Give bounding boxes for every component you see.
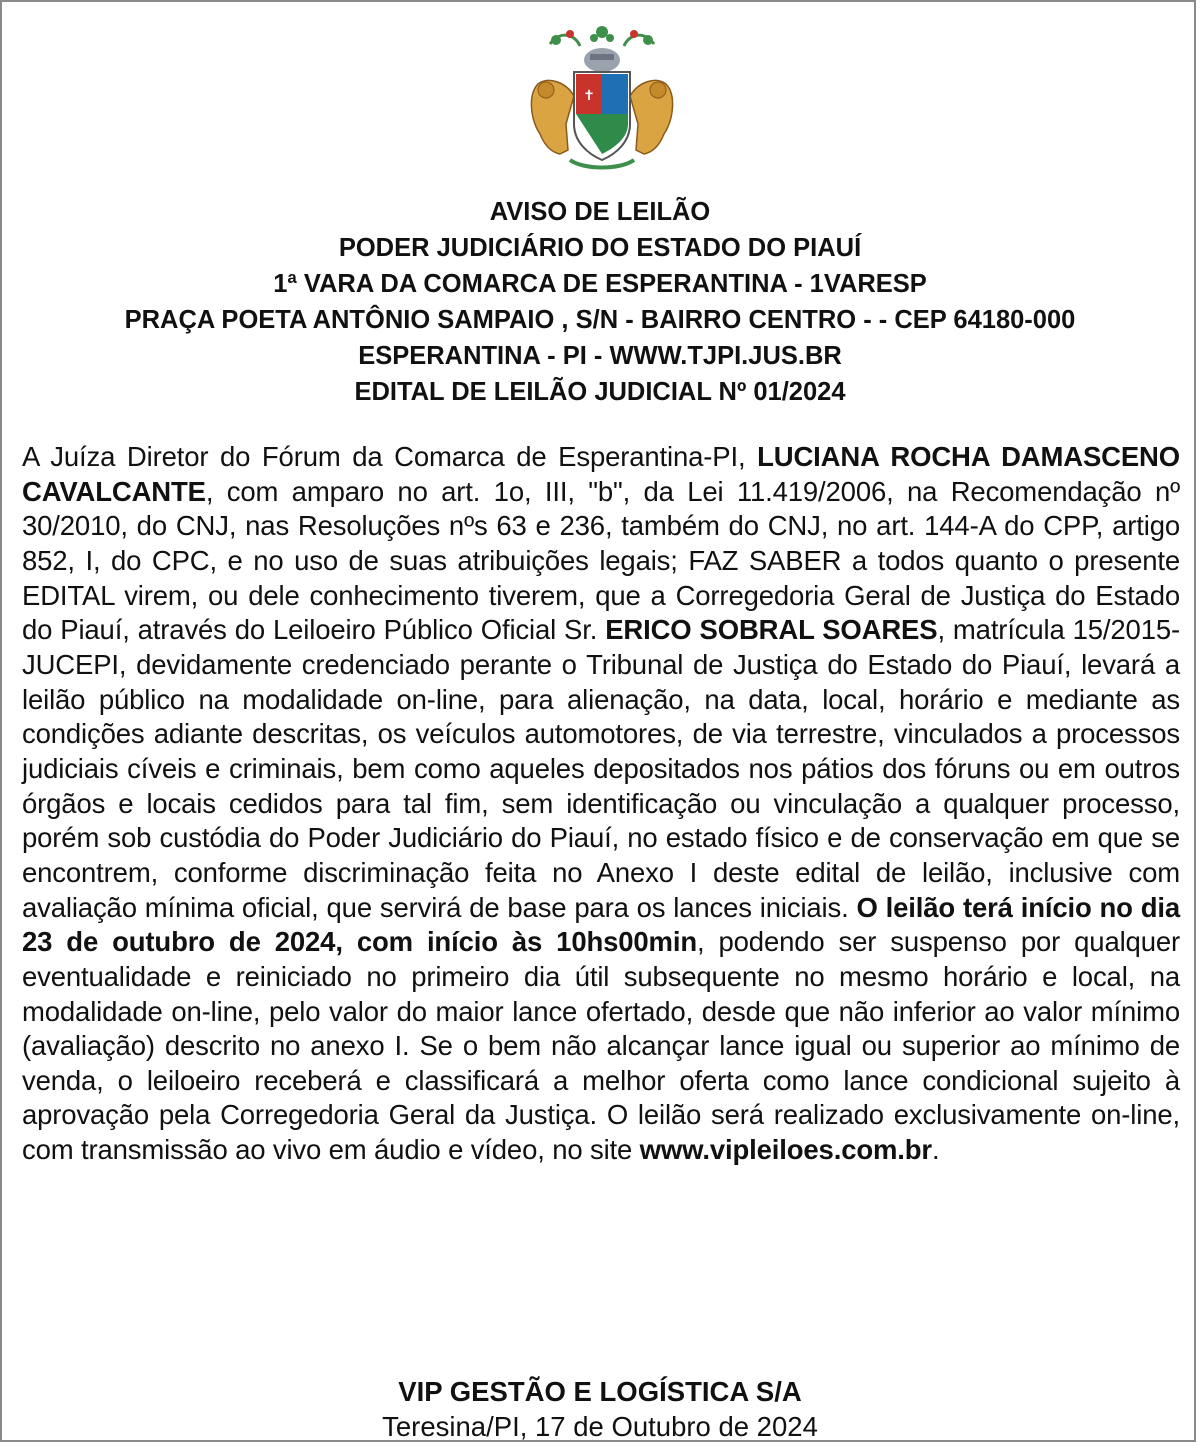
body-segment: , matrícula 15/2015-JUCEPI, devidamente credenciado perante o Tribunal de Justiça do Estado do Piauí, levará a leilão público na modalidade on-line, para alienação, na data, local, horário e mediante as condições adiante descritas, os veículos automotores, de via terrestre, vinculados a processos judiciais cíveis e criminais, bem como aqueles depositados nos pátios dos fóruns ou em outros órgãos e locais cedidos para tal fim, sem identificação ou vinculação a qualquer processo, porém sob custódia do Poder Judiciário do Piauí, no estado físico e de conservação em que se encontrem, conforme discriminação feita no Anexo I deste edital de leilão, inclusive com avaliação mínima oficial, que servirá de base para os lances iniciais. bbox=[22, 614, 1180, 923]
notice-footer bbox=[2, 1374, 1196, 1442]
company-name: VIP GESTÃO E LOGÍSTICA S/A bbox=[398, 1376, 802, 1407]
piaui-coat-of-arms-icon bbox=[520, 24, 684, 174]
notice-header bbox=[2, 194, 1196, 410]
website-link[interactable]: www.vipleiloes.com.br bbox=[639, 1134, 932, 1166]
notice-body bbox=[22, 440, 1180, 1168]
place-date: Teresina/PI, 17 de Outubro de 2024 bbox=[382, 1411, 818, 1442]
body-segment: . bbox=[931, 1134, 940, 1166]
edital-number: EDITAL DE LEILÃO JUDICIAL Nº 01/2024 bbox=[354, 378, 846, 406]
notice-title: AVISO DE LEILÃO bbox=[489, 198, 711, 226]
body-segment: , podendo ser suspenso por qualquer eventualidade e reiniciado no primeiro dia útil subsequente no mesmo horário e local, na modalidade on-line, pelo valor do maior lance ofertado, desde que não inferior ao valor mínimo (avaliação) descrito no anexo I. Se o bem não alcançar lance igual ou superior ao mínimo de venda, o leiloeiro receberá e classificará a melhor oferta como lance condicional sujeito à aprovação pela Corregedoria Geral da Justiça. O leilão será realizado exclusivamente on-line, com transmissão ao vivo em áudio e vídeo, no site bbox=[22, 926, 1180, 1166]
body-segment: , com amparo no art. 1o, III, "b", da Lei 11.419/2006, na Recomendação nº 30/2010, do CNJ, nas Resoluções nºs 63 e 236, também do CNJ, no art. 144-A do CPP, artigo 852, I, do CPC, e no uso de suas atribuições legais; FAZ SABER a todos quanto o presente EDITAL virem, ou dele conhecimento tiverem, que a Corregedoria Geral de Justiça do Estado do Piauí, através do Leiloeiro Público Oficial Sr. bbox=[22, 475, 1180, 646]
court-city-site: ESPERANTINA - PI - WWW.TJPI.JUS.BR bbox=[358, 342, 842, 370]
svg-text:✝: ✝ bbox=[583, 88, 595, 104]
judge-name: LUCIANA ROCHA DAMASCENO CAVALCANTE bbox=[22, 441, 1180, 507]
body-segment: A Juíza Diretor do Fórum da Comarca de Esperantina-PI, bbox=[22, 441, 758, 472]
court-name: PODER JUDICIÁRIO DO ESTADO DO PIAUÍ bbox=[338, 234, 862, 262]
auctioneer-name: ERICO SOBRAL SOARES bbox=[605, 614, 938, 646]
court-vara: 1ª VARA DA COMARCA DE ESPERANTINA - 1VARESP bbox=[273, 270, 927, 298]
auction-start-info: O leilão terá início no dia 23 de outubro de 2024, com início às 10hs00min bbox=[22, 891, 1180, 958]
court-address: PRAÇA POETA ANTÔNIO SAMPAIO , S/N - BAIRRO CENTRO - - CEP 64180-000 bbox=[124, 306, 1076, 334]
